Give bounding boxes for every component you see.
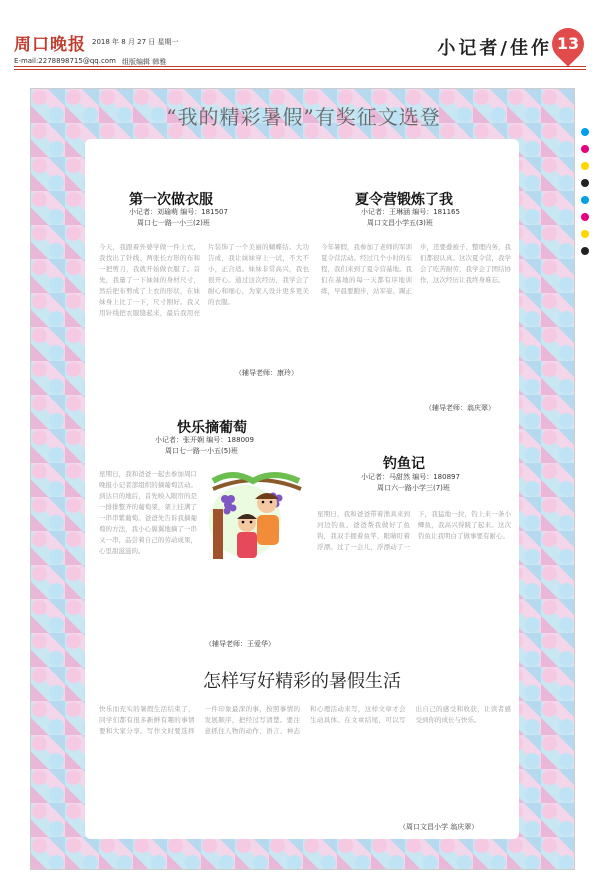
- article-body: 星期日，我和爸爸带着渔具来到河边钓鱼。爸爸帮我做好了鱼钩，我双手握着鱼竿，眼睛盯着浮漂。过了一会儿，浮漂动了一下，我猛地一拉，钓上来一条小鲫鱼，我高兴得跳了起来。这次钓鱼让我明白了做事要有耐心。: [317, 510, 511, 551]
- article-title: 钓鱼记: [383, 456, 425, 472]
- article-author: 小记者：马甜然 编号：180897: [361, 473, 460, 481]
- article-advisor: （辅导老师：翁庆翠）: [425, 404, 495, 412]
- article-advisor: （周口文昌小学 翁庆翠）: [399, 823, 479, 831]
- layout-editor: 组版编辑 韩雅: [122, 58, 167, 66]
- article-title: 快乐摘葡萄: [177, 420, 247, 436]
- header-rule-thin: [14, 69, 586, 70]
- article-title: 夏令营锻炼了我: [355, 192, 453, 208]
- article-author: 小记者：刘瑜萌 编号：181507: [129, 208, 228, 216]
- color-registration-dots: [578, 128, 592, 264]
- grape-picking-illustration: [203, 469, 309, 565]
- section-title: 小记者/佳作: [437, 38, 552, 59]
- article-body: 快乐而充实的暑假生活结束了，同学们都有很多新鲜有趣的事情要和大家分享。写作文时要选择一件印象最深的事，按照事情的发展顺序，把经过写清楚。要注意抓住人物的动作、语言、神态和心理活动来写，这样文章才会生动具体。在文章结尾，可以写出自己的感受和收获，让读者感受到你的成长与快乐。: [99, 705, 511, 735]
- page-number-badge: [545, 21, 590, 66]
- header-rule: [14, 66, 586, 67]
- article-advisor: （辅导老师：康玲）: [235, 369, 298, 377]
- article-body: 今年暑假，我参加了老师的军训夏令营活动。经过几个小时的车程，我们来到了夏令营基地。我们在基地的每一天都有序地训练，早晨要跑步，站军姿、踢正步，还要叠被子、整理内务，我们都很认真。这次夏令营，我学会了吃苦耐劳，我学会了团结协作，这次经历让我终身难忘。: [321, 243, 511, 295]
- email-address[interactable]: E-mail:2278898715@qq.com: [14, 57, 116, 65]
- article-school: 周口六一路小学三(7)班: [377, 484, 450, 492]
- article-school: 周口七一路一小三(2)班: [137, 219, 210, 227]
- page-header: [0, 0, 600, 70]
- issue-date: 2018 年 8 月 27 日 星期一: [92, 38, 179, 46]
- article-title: 第一次做衣服: [129, 192, 213, 208]
- feature-title: “我的精彩暑假”有奖征文选登: [166, 105, 441, 129]
- article-school: 周口文昌小学五(3)班: [367, 219, 433, 227]
- article-title: 怎样写好精彩的暑假生活: [203, 671, 401, 692]
- article-body: 星期日，我和爸爸一起去参加周口晚报小记者部组织的摘葡萄活动。到达目的地后，首先映入眼帘的是一排排整齐的葡萄架，架上挂满了一串串紫葡萄。爸爸先告诉我摘葡萄的方法，我小心翼翼地摘了一串又一串，品尝着自己的劳动成果，心里甜滋滋的。: [99, 470, 197, 555]
- newspaper-masthead: 周口晚报: [14, 35, 86, 55]
- article-author: 小记者：王琳涵 编号：181165: [361, 208, 460, 216]
- article-school: 周口七一路一小五(5)班: [165, 447, 238, 455]
- page-number: 13: [556, 34, 580, 53]
- content-panel: [85, 139, 519, 839]
- article-author: 小记者：张开娴 编号：188009: [155, 436, 254, 444]
- article-body: 今天，我跟着外婆学做一件上衣，我找出了针线、两张长方形的布和一把剪刀，我就开始做衣服了。首先，我量了一下妹妹的身材尺寸，然后把布剪成了上衣的形状，在妹妹身上比了一下，尺寸刚好。我又用针线把衣服缝起来，最后我用亮片装饰了一个美丽的蝴蝶结。大功告成，我让妹妹穿上一试，不大不小，正合适。妹妹非常高兴，我也很开心。通过这次经历，我学会了耐心和细心，为家人设计更多更美的衣服。: [99, 243, 309, 317]
- essay-frame: [30, 88, 575, 870]
- article-advisor: （辅导老师：王爱华）: [205, 640, 275, 648]
